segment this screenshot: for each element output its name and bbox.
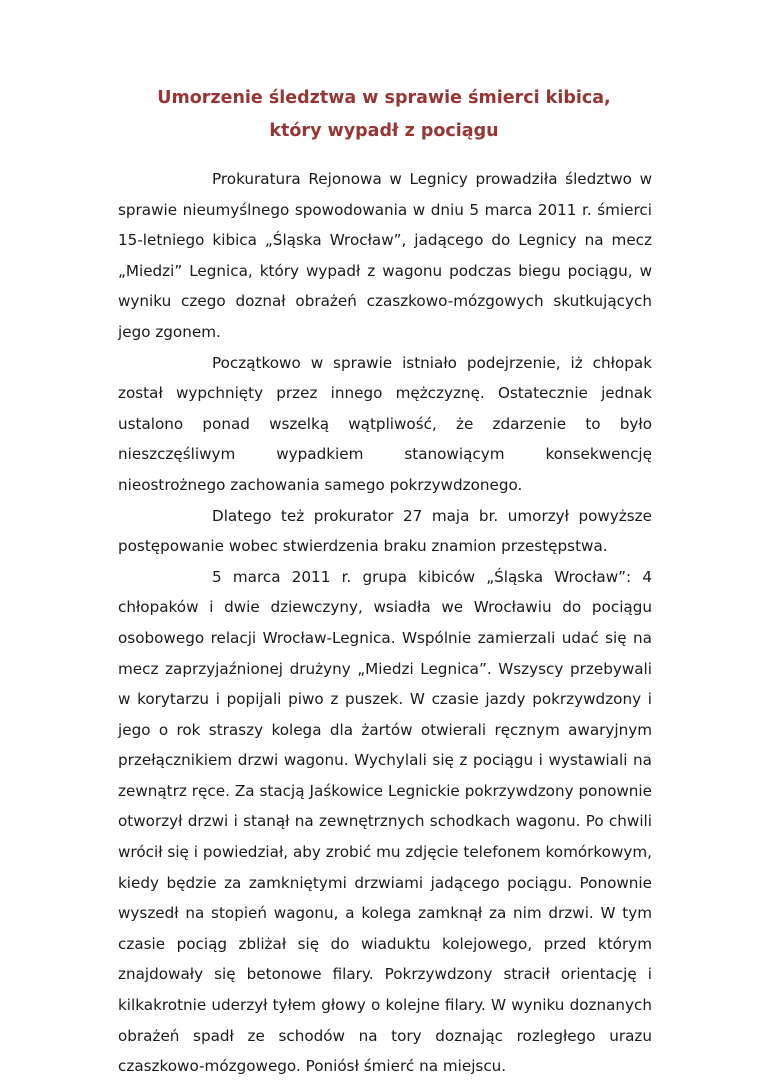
paragraph-4: 5 marca 2011 r. grupa kibiców „Śląska Wrocław”: 4 chłopaków i dwie dziewczyny, wsiadła we Wrocławiu do pociągu osobowego relacji Wrocław-Legnica. Wspólnie zamierzali udać się na mecz zaprzyjaźnionej drużyny „Miedzi Legnica”. Wszyscy przebywali w korytarzu i popijali piwo z puszek. W czasie jazdy pokrzywdzony i jego o rok straszy kolega dla żartów otwierali ręcznym awaryjnym przełącznikiem drzwi wagonu. Wychylali się z pociągu i wystawiali na zewnątrz ręce. Za stacją Jaśkowice Legnickie pokrzywdzony ponownie otworzył drzwi i stanął na zewnętrznych schodkach wagonu. Po chwili wrócił się i powiedział, aby zrobić mu zdjęcie telefonem komórkowym, kiedy będzie za zamkniętymi drzwiami jadącego pociągu. Ponownie wyszedł na stopień wagonu, a kolega zamknął za nim drzwi. W tym czasie pociąg zbliżał się do wiaduktu kolejowego, przed którym znajdowały się betonowe filary. Pokrzywdzony stracił orientację i kilkakrotnie uderzył tyłem głowy o kolejne filary. W wyniku doznanych obrażeń spadł ze schodów na tory doznając rozległego urazu czaszkowo-mózgowego. Poniósł śmierć na miejscu.: [118, 567, 652, 1076]
paragraph-1: Prokuratura Rejonowa w Legnicy prowadziła śledztwo w sprawie nieumyślnego spowodowania w dniu 5 marca 2011 r. śmierci 15-letniego kibica „Śląska Wrocław”, jadącego do Legnicy na mecz „Miedzi” Legnica, który wypadł z wagonu podczas biegu pociągu, w wyniku czego doznał obrażeń czaszkowo-mózgowych skutkujących jego zgonem.: [118, 170, 652, 341]
title-line-1: Umorzenie śledztwa w sprawie śmierci kibica,: [157, 88, 611, 108]
paragraph-2: Początkowo w sprawie istniało podejrzenie, iż chłopak został wypchnięty przez innego mężczyznę. Ostatecznie jednak ustalono ponad wszelką wątpliwość, że zdarzenie to było nieszczęśliwym wypadkiem stanowiącym konsekwencję nieostrożnego zachowania samego pokrzywdzonego.: [118, 353, 652, 494]
paragraph-3: Dlatego też prokurator 27 maja br. umorzył powyższe postępowanie wobec stwierdzenia braku znamion przestępstwa.: [118, 506, 652, 556]
article-body: [118, 164, 652, 1082]
title-line-2: który wypadł z pociągu: [269, 121, 499, 141]
page-title: [0, 82, 768, 148]
